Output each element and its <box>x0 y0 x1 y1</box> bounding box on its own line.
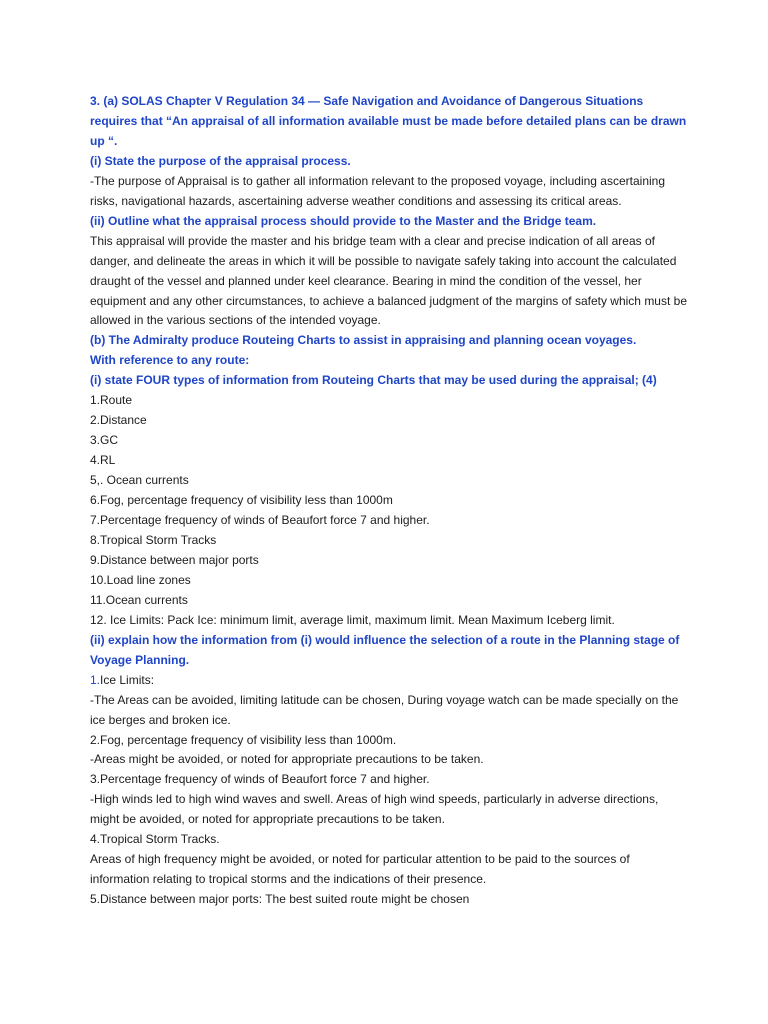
list-item: 2.Fog, percentage frequency of visibility less than 1000m. <box>90 732 397 747</box>
list-item: 9.Distance between major ports <box>90 552 259 567</box>
list-item: 7.Percentage frequency of winds of Beaufort force 7 and higher. <box>90 513 430 528</box>
list-item: 8.Tropical Storm Tracks <box>90 532 217 547</box>
answer-paragraph: -The Areas can be avoided, limiting latitude can be chosen, During voyage watch can be made specially on the ice berges and broken ice. <box>90 692 679 727</box>
list-item: 5,. Ocean currents <box>90 473 189 488</box>
list-item: 4.Tropical Storm Tracks. <box>90 832 220 847</box>
answer-paragraph: This appraisal will provide the master and his bridge team with a clear and precise indication of all areas of danger, and delineate the areas in which it will be possible to navigate safely taking into account the calculated draught of the vessel and planned under keel clearance. Bearing in mind the condition of the vessel, her equipment and any other circumstances, to achieve a balanced judgment of the margins of safety which must be allowed in the various sections of the intended voyage. <box>90 233 687 328</box>
question-heading: 3. (a) SOLAS Chapter V Regulation 34 — Safe Navigation and Avoidance of Dangerous Situations requires that “An appraisal of all information available must be made before detailed plans can be drawn up “. <box>90 94 687 148</box>
answer-paragraph: Areas of high frequency might be avoided, or noted for particular attention to be paid to the sources of information relating to tropical storms and the indications of their presence. <box>90 852 630 887</box>
list-item: 10.Load line zones <box>90 572 191 587</box>
list-item: 3.GC <box>90 433 119 448</box>
list-item-text: Ice Limits: <box>100 672 155 687</box>
list-item: 2.Distance <box>90 413 147 428</box>
list-item: 11.Ocean currents <box>90 592 188 607</box>
list-number: 1. <box>90 672 101 687</box>
subquestion-heading: (ii) explain how the information from (i) would influence the selection of a route in the Planning stage of Voyage Planning. <box>90 632 680 667</box>
question-heading: With reference to any route: <box>90 353 250 368</box>
document-body <box>90 92 690 910</box>
answer-paragraph: -Areas might be avoided, or noted for appropriate precautions to be taken. <box>90 752 484 767</box>
answer-paragraph: -The purpose of Appraisal is to gather all information relevant to the proposed voyage, including ascertaining risks, navigational hazards, ascertaining adverse weather conditions and assessing its critical areas. <box>90 173 666 208</box>
list-item: 6.Fog, percentage frequency of visibility less than 1000m <box>90 493 393 508</box>
subquestion-heading: (i) State the purpose of the appraisal process. <box>90 153 351 168</box>
list-item: 12. Ice Limits: Pack Ice: minimum limit, average limit, maximum limit. Mean Maximum Iceberg limit. <box>90 612 615 627</box>
answer-paragraph: -High winds led to high wind waves and swell. Areas of high wind speeds, particularly in adverse directions, might be avoided, or noted for appropriate precautions to be taken. <box>90 792 659 827</box>
subquestion-heading: (i) state FOUR types of information from Routeing Charts that may be used during the appraisal; (4) <box>90 373 657 388</box>
list-item: 1.Route <box>90 393 133 408</box>
list-item: 5.Distance between major ports: The best suited route might be chosen <box>90 892 470 907</box>
list-item: 3.Percentage frequency of winds of Beaufort force 7 and higher. <box>90 772 430 787</box>
list-item <box>90 671 690 691</box>
list-item: 4.RL <box>90 453 116 468</box>
question-heading: (b) The Admiralty produce Routeing Charts to assist in appraising and planning ocean voyages. <box>90 333 637 348</box>
subquestion-heading: (ii) Outline what the appraisal process should provide to the Master and the Bridge team. <box>90 213 597 228</box>
